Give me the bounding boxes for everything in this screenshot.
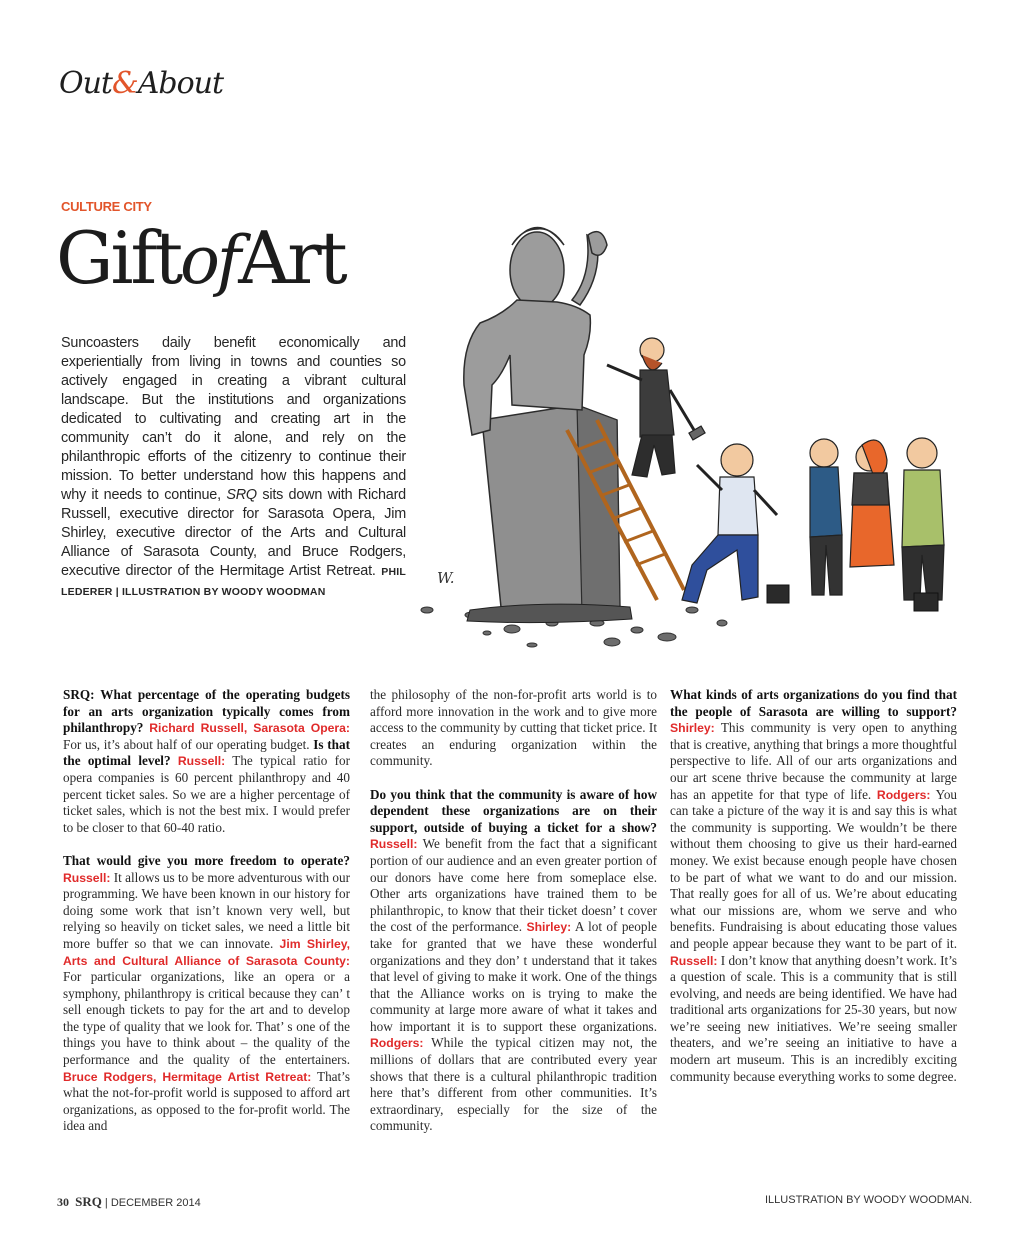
article-title: GiftofArt: [56, 216, 345, 300]
column-2: the philosophy of the non-for-profit arts world is to afford more innovation in the work and to give more access to the community by cutting that ticket price. It creates an enduring organization within the community. Do you think that the community is aware of how dependent these organizations are on their support, outside of buying a ticket for a show? Russell: We benefit from the fact that a significant portion of our audience and an even greater portion of our donors have come here from someplace else. Other arts organizations have trained them to be philanthropic, to know that their ticket doesn’ t cover the cost of the performance. Shirley: A lot of people take for granted that we have these wonderful organizations and they don’ t understand that it takes that level of giving to make it work. One of the things that the Alliance works on is trying to make the community at large more aware of what it takes and how important it is to support these organizations. Rodgers: While the typical citizen may not, the millions of dollars that are contributed every year shows that there is a cultural philanthropic tradition here that’s different from other communities. It’s extraordinary, especially for the size of the community.: [370, 687, 657, 1134]
statue: [464, 228, 607, 436]
page-number: 30: [57, 1195, 69, 1209]
artist-signature: W.: [437, 569, 455, 587]
column-3: What kinds of arts organizations do you find that the people of Sarasota are willing to support? Shirley: This community is very open to anything that is creative, anything that brings a more thoughtful perspective to life. All of our arts organizations and our art scene thrive because the community at large has an appetite for that type of life. Rodgers: You can take a picture of the way it is and say this is what the community is supporting. We wouldn’t be there without them choosing to give us their hard-earned money. We exist because enough people have chosen to be part of what we want to do and our mission. That really goes for all of us. We’re about educating what our missions are, whom we serve and who benefits. Fundraising is about educating those values and people appear because they want to be part of it. Russell: I don’t know that anything doesn’t work. It’s a question of scale. This is a community that is still evolving, and needs are being identified. We have had traditional arts organizations for 25-30 years, but now we’re seeing new initiatives. We’re seeing smaller theaters, and we’re seeing an initiative to have a modern art museum. This is an incredibly exciting community because everything works to some degree.: [670, 687, 958, 1084]
folio: [57, 1194, 201, 1210]
illustration: [392, 205, 962, 655]
director: [682, 444, 777, 603]
kicker: CULTURE CITY: [61, 199, 152, 214]
onlookers: [810, 438, 944, 600]
magazine-name: SRQ: [75, 1194, 102, 1209]
issue-date: | DECEMBER 2014: [104, 1197, 201, 1209]
byline: PHIL LEDERER | ILLUSTRATION BY WOODY WOODMAN: [61, 566, 406, 598]
column-1: SRQ: What percentage of the operating budgets for an arts organization typically comes from philanthropy? Richard Russell, Sarasota Opera: For us, it’s about half of our operating budget. Is that the optimal level? Russell: The typical ratio for opera companies is 60 percent philanthropy and 40 percent ticket sales. So we are a higher percentage of ticket sales, which is not the best mix. I would prefer to be closer to that 60-40 ratio. That would give you more freedom to operate? Russell: It allows us to be more adventurous with our programming. We have been known in our history for doing some work that isn’t known very well, but relying so heavily on ticket sales, we need a little bit more buffer so that we can innovate. Jim Shirley, Arts and Cultural Alliance of Sarasota County: For particular organizations, like an opera or a symphony, philanthropy is critical because they can’ t sell enough tickets to pay for the art and to develop the type of quality that we look for. That’ s one of the things you have to think about – the quality of the performance and the quality of the entertainers. Bruce Rodgers, Hermitage Artist Retreat: That’s what the not-for-profit world is supposed to afford art organizations, as opposed to the for-profit world. The idea and: [63, 687, 350, 1134]
section-label: Out&About: [59, 66, 224, 101]
sculptor: [607, 338, 705, 477]
illustration-credit: ILLUSTRATION BY WOODY WOODMAN.: [765, 1194, 973, 1206]
article-deck: Suncoasters daily benefit economically and experientially from living in towns and counties so actively engaged in creating a vibrant cultural landscape. But the institutions and organizations dedicated to cultivating and creating art in the community can’t do it alone, and rely on the philanthropic efforts of the citizenry to continue their mission. To better understand how this happens and why it needs to continue, SRQ sits down with Richard Russell, executive director for Sarasota Opera, Jim Shirley, executive director of the Arts and Cultural Alliance of Sarasota County, and Bruce Rodgers, executive director of the Hermitage Artist Retreat. PHIL LEDERER | ILLUSTRATION BY WOODY WOODMAN: [61, 335, 406, 598]
